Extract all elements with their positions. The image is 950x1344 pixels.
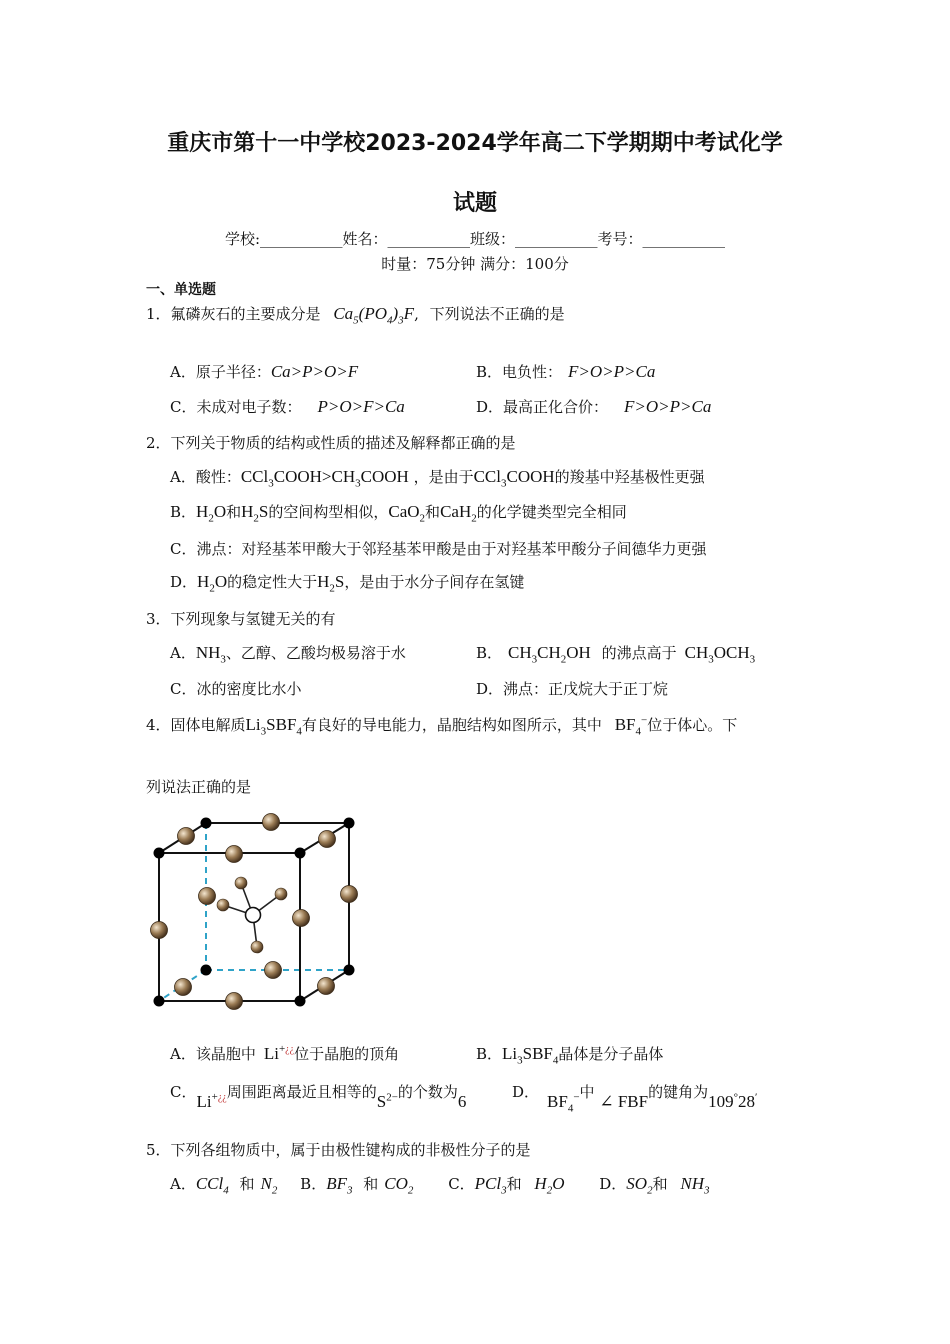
corner-atom [201, 965, 212, 976]
q5-options: A．CCl$_4$ 和 $N_2$ B．$BF_3$ 和 $CO_2$ C．PCl$_3$和 $H_2O$ D．$SO_2$和 $NH_3$ [170, 1174, 710, 1197]
q4-option-b: B．$Li_3SBF_4$晶体是分子晶体 [476, 1044, 664, 1067]
question-5: 5．下列各组物质中，属于由极性键构成的非极性分子的是 [146, 1141, 531, 1159]
edge-atom [151, 922, 168, 939]
edge-atom [226, 846, 243, 863]
question-1: 1．氟磷灰石的主要成分是 $Ca_5(PO_4)_3F$, 下列说法不正确的是 [146, 304, 565, 327]
question-4: 4．固体电解质$Li_3SBF_4$有良好的导电能力，晶胞结构如图所示，其中 $BF_4^-$位于体心。下 [146, 714, 738, 738]
corner-atom [295, 996, 306, 1007]
fluorine-atom [275, 888, 287, 900]
boron-atom [246, 908, 261, 923]
corner-atom [344, 818, 355, 829]
edge-atom [263, 814, 280, 831]
face-atom [199, 888, 216, 905]
edge-atom [178, 828, 195, 845]
q2-option-c: C．沸点：对羟基苯甲酸大于邻羟基苯甲酸是由于对羟基苯甲酸分子间德华力更强 [170, 540, 707, 558]
fluorine-atom [217, 899, 229, 911]
q4-option-a: A．该晶胞中 Li+¿¿位于晶胞的顶角 [170, 1043, 400, 1063]
q4-option-d: D． $BF_4^-$中 ∠ FBF的键角为109°28′ [512, 1083, 758, 1115]
exam-time-line: 时量：75分钟 满分：100分 [381, 255, 569, 273]
edge-atom [175, 979, 192, 996]
edge-atom [226, 993, 243, 1010]
corner-atom [295, 848, 306, 859]
page-title-line2: 试题 [452, 191, 497, 216]
question-4-cont: 列说法正确的是 [146, 778, 252, 796]
q1-option-a: A．原子半径：Ca>P>O>F [170, 362, 359, 381]
student-info-line: 学校:___________姓名：___________班级：___________考号：___________ [224, 230, 726, 248]
page-title: 重庆市第十一中学校2023-2024学年高二下学期期中考试化学 [167, 131, 783, 156]
corner-atom [344, 965, 355, 976]
crystal-cell-diagram [140, 808, 370, 1018]
formula-fluorapatite: $Ca_5(PO_4)_3F$ [333, 304, 415, 327]
face-atom [293, 910, 310, 927]
q3-option-d: D．沸点：正戊烷大于正丁烷 [476, 680, 669, 698]
fluorine-atom [251, 941, 263, 953]
edge-atom [265, 962, 282, 979]
q1-option-d: D．最高正化合价： F>O>P>Ca [476, 397, 712, 416]
edge-atom [341, 886, 358, 903]
question-3: 3．下列现象与氢键无关的有 [146, 610, 336, 628]
q4-option-c: C．Li+¿¿周围距离最近且相等的$S^{2-}$的个数为6 [170, 1083, 467, 1111]
section-heading: 一、单选题 [146, 282, 216, 298]
corner-atom [154, 848, 165, 859]
corner-atom [154, 996, 165, 1007]
q3-option-c: C．冰的密度比水小 [170, 680, 302, 698]
q3-option-b: B． $CH_3CH_2OH$ 的沸点高于 $CH_3OCH_3$ [476, 643, 756, 666]
q2-option-b: B．$H_2O$和$H_2S$的空间构型相似，CaO$_2$和CaH$_2$的化学键类型完全相同 [170, 502, 627, 525]
q1-option-c: C．未成对电子数： P>O>F>Ca [170, 397, 405, 416]
q1-option-b: B．电负性： F>O>P>Ca [476, 362, 656, 381]
q3-option-a: A．$NH_3$、乙醇、乙酸均极易溶于水 [170, 643, 406, 666]
edge-atom [318, 978, 335, 995]
q2-option-a: A．酸性：$CCl_3COOH>CH_3COOH$ ，是由于CCl$_3$COOH的羧基中羟基极性更强 [170, 467, 705, 490]
fluorine-atom [235, 877, 247, 889]
q2-option-d: D．$H_2O$的稳定性大于$H_2S$，是由于水分子间存在氢键 [170, 572, 525, 595]
question-2: 2．下列关于物质的结构或性质的描述及解释都正确的是 [146, 434, 516, 452]
corner-atom [201, 818, 212, 829]
edge-atom [319, 831, 336, 848]
